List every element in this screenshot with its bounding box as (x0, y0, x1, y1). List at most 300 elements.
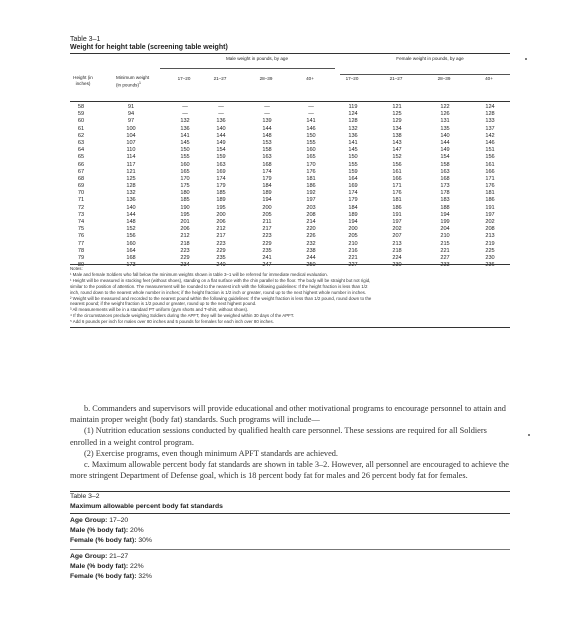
height-cell: 78 (77, 247, 85, 254)
weight-cell: 226 (306, 233, 316, 240)
table-row (70, 205, 510, 212)
weight-cell: 247 (262, 262, 272, 269)
weight-cell: 224 (392, 254, 402, 261)
weight-cell: 170 (180, 175, 190, 182)
weight-cell: 176 (306, 168, 316, 175)
weight-cell: 227 (440, 254, 450, 261)
weight-table-body (70, 104, 510, 269)
female-age-28-39: 28–39 (437, 76, 451, 81)
table-row (70, 176, 510, 183)
weight-cell: 215 (440, 240, 450, 247)
margin-speck (525, 58, 527, 60)
male-age-28-39: 28–39 (259, 76, 273, 81)
table-row (70, 147, 510, 154)
age-group-row (70, 552, 152, 562)
note-line: ¹ Male and female Soldiers who fall below the minimum weights shown in table 3–1 will be referred for immediate medical evaluation. (70, 271, 328, 277)
height-cell: 58 (77, 104, 85, 110)
height-cell: 61 (77, 125, 85, 132)
table-row (70, 169, 510, 176)
height-cell: 69 (77, 183, 85, 190)
paragraph-item-1: (1) Nutrition education sessions conducted by qualified health care personnel. These sessions are required for all Soldiers enrolled in a weight control program. (70, 426, 487, 447)
table-row (70, 126, 510, 133)
min-weight-cell: 160 (126, 240, 136, 247)
weight-cell: 208 (485, 226, 495, 233)
weight-cell: 138 (392, 132, 402, 139)
weight-cell: 194 (348, 219, 358, 225)
age-group-label: Age Group: (70, 553, 108, 560)
weight-cell: — (308, 111, 314, 118)
table2-group-rule (70, 549, 510, 550)
weight-cell: 161 (392, 168, 402, 175)
age-group-label: Age Group: (70, 517, 108, 524)
female-group-header: Female weight in pounds, by age (396, 56, 464, 61)
min-weight-cell: 168 (126, 254, 136, 261)
female-age-21-27: 21–27 (389, 76, 403, 81)
weight-cell: — (308, 104, 314, 110)
female-bodyfat-value: 32% (138, 573, 152, 581)
table-row (70, 162, 510, 169)
weight-cell: — (218, 104, 224, 110)
weight-cell: 210 (348, 240, 358, 247)
min-weight-cell: 173 (126, 262, 136, 269)
weight-cell: 171 (485, 175, 495, 182)
weight-cell: 207 (392, 233, 402, 240)
weight-cell: — (264, 111, 270, 118)
weight-cell: 132 (180, 118, 190, 125)
age-group-value: 17–20 (109, 517, 129, 524)
weight-cell: 197 (392, 219, 402, 225)
height-cell: 75 (77, 226, 85, 233)
weight-cell: 229 (216, 247, 226, 254)
height-cell: 74 (77, 219, 85, 225)
weight-cell: 241 (262, 254, 272, 261)
weight-cell: 208 (306, 211, 316, 218)
weight-cell: 169 (216, 168, 226, 175)
weight-cell: 199 (440, 219, 450, 225)
table-row (70, 104, 510, 111)
weight-cell: 186 (485, 197, 495, 204)
table1-title: Weight for height table (screening table weight) (70, 44, 228, 51)
min-weight-cell: 121 (126, 168, 136, 175)
weight-cell: 129 (392, 118, 402, 125)
weight-cell: 156 (392, 161, 402, 168)
weight-cell: 223 (262, 233, 272, 240)
weight-cell: 230 (392, 262, 402, 269)
weight-cell: 148 (262, 132, 272, 139)
weight-cell: 146 (306, 125, 316, 132)
weight-cell: 206 (180, 226, 190, 233)
weight-cell: 206 (216, 219, 226, 225)
notes-heading: Notes: (70, 266, 83, 271)
weight-cell: 217 (216, 233, 226, 240)
height-cell: 70 (77, 190, 85, 197)
weight-cell: 191 (392, 211, 402, 218)
female-bodyfat-value: 30% (138, 537, 152, 545)
weight-cell: 169 (348, 183, 358, 190)
min-weight-cell: 125 (126, 175, 136, 182)
table2-title: Maximum allowable percent body fat standards (70, 503, 223, 511)
min-weight-cell: 132 (126, 190, 136, 197)
weight-cell: 165 (306, 154, 316, 161)
min-weight-cell: 114 (126, 154, 136, 161)
weight-cell: 220 (306, 226, 316, 233)
weight-cell: 145 (180, 139, 190, 146)
paragraph-b: b. Commanders and supervisors will provide educational and other motivational programs to encourage personnel to attain and maintain proper weight (body fat) standards. Such programs will include— (70, 404, 506, 425)
weight-cell: 184 (262, 183, 272, 190)
weight-cell: 225 (485, 247, 495, 254)
weight-cell: 141 (348, 139, 358, 146)
table-row (70, 154, 510, 161)
weight-cell: 200 (262, 204, 272, 211)
min-weight-cell: 117 (126, 161, 136, 168)
weight-cell: 188 (440, 204, 450, 211)
weight-cell: 189 (348, 211, 358, 218)
weight-cell: 159 (216, 154, 226, 161)
weight-cell: 218 (180, 240, 190, 247)
height-cell: 68 (77, 175, 85, 182)
weight-cell: 145 (348, 147, 358, 154)
min-weight-cell: 148 (126, 219, 136, 225)
weight-cell: 202 (392, 226, 402, 233)
weight-cell: 194 (262, 197, 272, 204)
margin-speck (528, 434, 530, 436)
weight-cell: 166 (392, 175, 402, 182)
weight-cell: 164 (348, 175, 358, 182)
male-bodyfat-value: 20% (130, 527, 144, 535)
weight-cell: 140 (440, 132, 450, 139)
weight-cell: 126 (440, 111, 450, 118)
weight-cell: 212 (180, 233, 190, 240)
weight-cell: 165 (180, 168, 190, 175)
weight-cell: 232 (306, 240, 316, 247)
weight-cell: 143 (392, 139, 402, 146)
weight-cell: 168 (440, 175, 450, 182)
note-line: nearest pound; if the weight fraction is 1/2 pound or greater, round up to the next highest pound. (70, 301, 257, 307)
paragraph-item-2: (2) Exercise programs, even though minimum APFT standards are achieved. (84, 448, 338, 458)
weight-cell: 179 (216, 183, 226, 190)
weight-cell: 174 (216, 175, 226, 182)
weight-cell: 171 (392, 183, 402, 190)
weight-cell: 191 (485, 204, 495, 211)
weight-cell: 122 (440, 104, 450, 110)
table-row (70, 226, 510, 233)
weight-cell: 161 (485, 161, 495, 168)
weight-cell: 173 (440, 183, 450, 190)
height-cell: 62 (77, 132, 85, 139)
min-weight-cell: 152 (126, 226, 136, 233)
weight-cell: 146 (485, 139, 495, 146)
male-bodyfat-row (70, 562, 152, 572)
weight-cell: 244 (306, 254, 316, 261)
min-weight-cell: 164 (126, 247, 136, 254)
weight-cell: 192 (306, 190, 316, 197)
weight-cell: 189 (262, 190, 272, 197)
weight-cell: 119 (348, 104, 358, 110)
table2-header-rule (70, 513, 510, 514)
weight-cell: 203 (306, 204, 316, 211)
weight-cell: 163 (440, 168, 450, 175)
weight-cell: 137 (485, 125, 495, 132)
weight-cell: 160 (306, 147, 316, 154)
min-weight-cell: 156 (126, 233, 136, 240)
note-line: ² Weight will be measured and recorded to the nearest pound within the following guidelines: If the weight fraction is less than 1/2 pound, round down to the (70, 295, 372, 301)
weight-cell: 200 (216, 211, 226, 218)
min-weight-col-header (116, 75, 154, 88)
weight-cell: 213 (485, 233, 495, 240)
weight-cell: 159 (348, 168, 358, 175)
weight-cell: 155 (348, 161, 358, 168)
male-bodyfat-row (70, 526, 152, 536)
male-age-17-20: 17–20 (177, 76, 191, 81)
weight-cell: 179 (262, 175, 272, 182)
min-weight-cell: 110 (126, 147, 136, 154)
weight-cell: 221 (348, 254, 358, 261)
weight-cell: 217 (262, 226, 272, 233)
table2-caption: Table 3–2 (70, 493, 100, 500)
weight-cell: 221 (440, 247, 450, 254)
weight-cell: 132 (348, 125, 358, 132)
min-weight-cell: 136 (126, 197, 136, 204)
weight-cell: 133 (485, 118, 495, 125)
height-col-header: Height (in inches) (73, 75, 93, 86)
weight-cell: 216 (348, 247, 358, 254)
weight-cell: 144 (262, 125, 272, 132)
weight-cell: 125 (392, 111, 402, 118)
weight-cell: 176 (485, 183, 495, 190)
height-cell: 63 (77, 139, 85, 146)
table1-caption: Table 3–1 (70, 36, 101, 43)
weight-cell: 150 (348, 154, 358, 161)
height-cell: 77 (77, 240, 85, 247)
weight-cell: 186 (392, 204, 402, 211)
weight-cell: 168 (262, 161, 272, 168)
weight-cell: 141 (306, 118, 316, 125)
table1-header-rule (70, 101, 510, 102)
weight-cell: 136 (180, 125, 190, 132)
note-line: ⁴ If the circumstances preclude weighing Soldiers during the APFT, they will be weighed within 30 days of the APFT. (70, 313, 295, 319)
weight-cell: 174 (348, 190, 358, 197)
weight-cell: 154 (440, 154, 450, 161)
female-header-rule (340, 74, 510, 75)
table-row (70, 183, 510, 190)
weight-cell: 152 (392, 154, 402, 161)
female-bodyfat-label: Female (% body fat): (70, 537, 137, 545)
weight-cell: 195 (180, 211, 190, 218)
age-group-row (70, 516, 152, 526)
weight-cell: 147 (392, 147, 402, 154)
height-cell: 79 (77, 254, 85, 261)
weight-cell: 233 (440, 262, 450, 269)
weight-cell: 135 (440, 125, 450, 132)
male-age-21-27: 21–27 (213, 76, 227, 81)
weight-cell: 186 (306, 183, 316, 190)
table-row (70, 212, 510, 219)
weight-cell: 128 (485, 111, 495, 118)
body-text (70, 403, 515, 481)
weight-cell: 250 (306, 262, 316, 269)
weight-cell: 121 (392, 104, 402, 110)
weight-cell: 205 (348, 233, 358, 240)
weight-cell: 202 (485, 219, 495, 225)
note-line: ¹ Height will be measured in stocking feet (without shoes), standing on a flat surface with the chin parallel to the floor. The body will be straight but not rigid, (70, 277, 371, 283)
weight-cell: 223 (180, 247, 190, 254)
table-row (70, 248, 510, 255)
weight-cell: 155 (180, 154, 190, 161)
weight-cell: 124 (348, 111, 358, 118)
weight-cell: 235 (262, 247, 272, 254)
weight-cell: 197 (306, 197, 316, 204)
min-weight-cell: 140 (126, 204, 136, 211)
weight-cell: 150 (306, 132, 316, 139)
male-bodyfat-label: Male (% body fat): (70, 563, 129, 571)
male-bodyfat-label: Male (% body fat): (70, 527, 129, 535)
male-bodyfat-value: 22% (130, 563, 144, 571)
weight-cell: 149 (440, 147, 450, 154)
weight-cell: 155 (306, 139, 316, 146)
male-group-header: Male weight in pounds, by age (225, 56, 289, 61)
table1-top-rule (70, 53, 510, 54)
table-row (70, 133, 510, 140)
weight-cell: 229 (180, 254, 190, 261)
table-row (70, 118, 510, 125)
min-weight-sup: 1 (138, 80, 141, 85)
min-weight-cell: 100 (126, 125, 136, 132)
weight-cell: 179 (348, 197, 358, 204)
height-cell: 66 (77, 161, 85, 168)
table-row (70, 197, 510, 204)
weight-cell: 175 (180, 183, 190, 190)
weight-cell: 166 (485, 168, 495, 175)
weight-cell: 212 (216, 226, 226, 233)
height-cell: 59 (77, 111, 85, 118)
weight-cell: 154 (216, 147, 226, 154)
weight-cell: 200 (348, 226, 358, 233)
weight-cell: 176 (392, 190, 402, 197)
table-row (70, 233, 510, 240)
table-row (70, 255, 510, 262)
weight-cell: 189 (216, 197, 226, 204)
weight-cell: 219 (485, 240, 495, 247)
weight-cell: 149 (216, 139, 226, 146)
height-cell: 71 (77, 197, 85, 204)
height-cell: 73 (77, 211, 85, 218)
height-cell: 80 (77, 262, 85, 269)
table-row (70, 140, 510, 147)
weight-cell: 234 (180, 262, 190, 269)
weight-cell: 184 (348, 204, 358, 211)
notes-bottom-rule (70, 327, 510, 328)
weight-cell: 142 (485, 132, 495, 139)
weight-cell: 153 (262, 139, 272, 146)
weight-cell: 214 (306, 219, 316, 225)
height-cell: 72 (77, 204, 85, 211)
paragraph-c: c. Maximum allowable percent body fat standards are shown in table 3–2. However, all personnel are encouraged to achieve the more stringent Department of Defense goal, which is 18 percent body fat for males and 26 percent body fat for females. (70, 460, 509, 481)
table-row (70, 219, 510, 226)
female-age-40: 40+ (485, 76, 493, 81)
weight-cell: 151 (485, 147, 495, 154)
weight-cell: 163 (262, 154, 272, 161)
min-weight-cell: 144 (126, 211, 136, 218)
height-cell: 65 (77, 154, 85, 161)
weight-cell: 144 (440, 139, 450, 146)
min-weight-cell: 128 (126, 183, 136, 190)
height-cell: 60 (77, 118, 85, 125)
min-weight-cell: 104 (126, 132, 136, 139)
weight-cell: 158 (262, 147, 272, 154)
weight-cell: — (182, 104, 188, 110)
weight-cell: 229 (262, 240, 272, 247)
min-weight-cell: 94 (127, 111, 135, 118)
table1-notes (70, 266, 510, 325)
weight-cell: 170 (306, 161, 316, 168)
weight-cell: 128 (348, 118, 358, 125)
weight-cell: 134 (392, 125, 402, 132)
table-row (70, 111, 510, 118)
weight-cell: 158 (440, 161, 450, 168)
weight-cell: 150 (180, 147, 190, 154)
weight-cell: 141 (180, 132, 190, 139)
table-row (70, 241, 510, 248)
height-cell: 67 (77, 168, 85, 175)
weight-cell: 240 (216, 262, 226, 269)
weight-cell: 124 (485, 104, 495, 110)
min-weight-header-text: Minimum weight (in pounds) (116, 75, 150, 88)
weight-cell: 236 (485, 262, 495, 269)
weight-cell: 160 (180, 161, 190, 168)
weight-cell: 181 (392, 197, 402, 204)
weight-cell: 140 (216, 125, 226, 132)
weight-cell: 156 (485, 154, 495, 161)
weight-cell: 131 (440, 118, 450, 125)
note-line: ³ All measurements will be in a standard PT uniform (gym shorts and T-shirt, without shoes). (70, 307, 249, 313)
table1-caption-block (70, 36, 228, 52)
weight-cell: 136 (348, 132, 358, 139)
note-line: ⁵ Add 6 pounds per inch for males over 80 inches and 5 pounds for females for each inch over 80 inches. (70, 319, 274, 325)
male-header-rule (160, 68, 335, 69)
table-row (70, 190, 510, 197)
weight-cell: 185 (216, 190, 226, 197)
weight-cell: 195 (216, 204, 226, 211)
weight-cell: 144 (216, 132, 226, 139)
weight-cell: 181 (306, 175, 316, 182)
min-weight-cell: 107 (126, 139, 136, 146)
weight-cell: 181 (485, 190, 495, 197)
min-weight-cell: 97 (127, 118, 135, 125)
weight-cell: 235 (216, 254, 226, 261)
min-weight-cell: 91 (127, 104, 135, 110)
weight-cell: 201 (180, 219, 190, 225)
note-line: inch, round down to the nearest whole number in inches; if the height fraction is 1/2 inch or greater, round up to the next highest whole number in inches. (70, 289, 367, 295)
weight-cell: 139 (262, 118, 272, 125)
weight-cell: 210 (440, 233, 450, 240)
weight-cell: 183 (440, 197, 450, 204)
weight-cell: 213 (392, 240, 402, 247)
weight-cell: 197 (485, 211, 495, 218)
height-cell: 64 (77, 147, 85, 154)
weight-cell: 205 (262, 211, 272, 218)
weight-cell: 180 (180, 190, 190, 197)
weight-cell: 190 (180, 204, 190, 211)
weight-cell: 163 (216, 161, 226, 168)
female-bodyfat-row (70, 536, 152, 546)
age-group-block (70, 552, 152, 583)
weight-cell: 230 (485, 254, 495, 261)
age-group-value: 21–27 (109, 553, 129, 560)
female-bodyfat-row (70, 572, 152, 582)
weight-cell: — (182, 111, 188, 118)
note-line: similar to the position of attention. The measurement will be rounded to the nearest inch with the following guidelines: If the height fraction is less than 1/2 (70, 283, 368, 289)
weight-cell: 194 (440, 211, 450, 218)
